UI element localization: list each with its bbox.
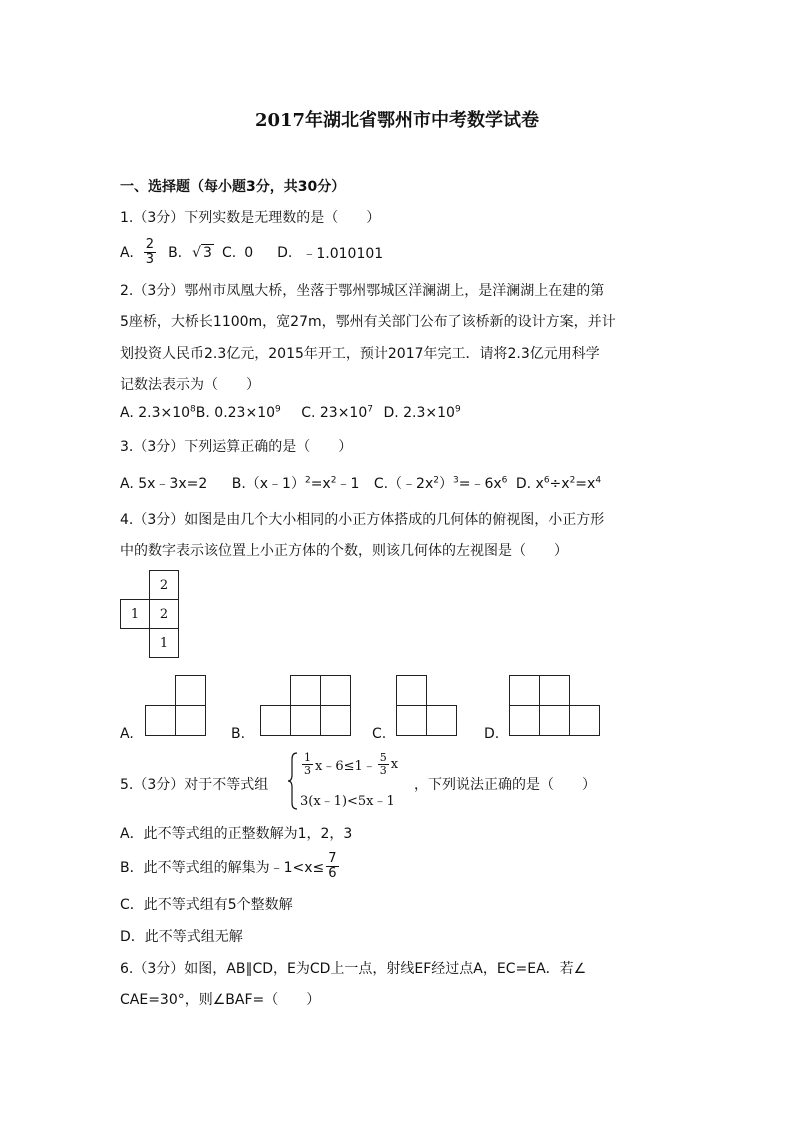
q3-stem: 3.（3分）下列运算正确的是（ ） [120, 439, 353, 455]
page-title: 2017年湖北省鄂州市中考数学试卷 [254, 110, 540, 131]
denominator: 3 [145, 252, 155, 267]
q2-option-b: B. $0.23\times 10^9$ [195, 404, 281, 421]
q4-option-b-figure [260, 675, 352, 737]
q1-option-c-value: 0 [244, 244, 254, 261]
q4-option-d-label: D. [484, 726, 500, 742]
q3-option-b: $B.(x﹣1)^2=x^2﹣1$ [231, 475, 360, 492]
grid-cell-top: 2 [149, 570, 179, 600]
q4-line-1: 4.（3分）如图是由几个大小相同的小正方体搭成的几何体的俯视图，小正方形 [120, 512, 605, 528]
q3-option-d: D. $x^6\div x^2=x^4$ [515, 475, 602, 492]
q5-stem-pre: 5.（3分）对于不等式组 [120, 777, 269, 793]
q1-option-a-fraction [144, 238, 156, 267]
section-heading: 一、选择题（每小题3分，共30分） [120, 179, 346, 195]
grid-cell-bottom: 1 [149, 628, 179, 658]
q4-option-d-figure [509, 675, 601, 737]
q1-option-b-sqrt: √ 3 [192, 244, 212, 261]
q5-inequality-2: 3(x﹣1)<5x﹣1 [300, 794, 395, 809]
q2-line-2: 5座桥，大桥长1100m，宽27m，鄂州有关部门公布了该桥新的设计方案，并计 [120, 314, 616, 330]
q2-line-3: 划投资人民币2.3亿元，2015年开工，预计2017年完工．请将2.3亿元用科学 [120, 346, 600, 362]
numerator: 2 [145, 237, 155, 252]
q4-line-2: 中的数字表示该位置上小正方体的个数，则该几何体的左视图是（ ） [120, 543, 568, 559]
q5-inequality-1: $\frac{1}{3}$ x﹣6≤1﹣ $\frac{5}{3}$ x [304, 751, 399, 777]
left-brace-icon [288, 752, 298, 810]
q1-stem: 1.（3分）下列实数是无理数的是（ ） [120, 210, 381, 226]
q2-option-d: D. $2.3\times 10^9$ [383, 404, 461, 421]
q2-options [120, 405, 461, 421]
grid-cell-left: 1 [120, 599, 150, 629]
q1-option-c-label: C. [221, 244, 237, 261]
q5-option-a: A．此不等式组的正整数解为1，2，3 [120, 826, 353, 842]
q6-line-2: CAE=30°，则∠BAF=（ ） [120, 992, 321, 1008]
q5-stem-post: ，下列说法正确的是（ ） [414, 777, 596, 793]
q4-option-a-figure [145, 675, 207, 737]
q1-option-a-label: A. [120, 244, 134, 261]
q1-option-b-label: B. [168, 244, 183, 261]
q5-option-c: C．此不等式组有5个整数解 [120, 897, 293, 913]
q5-option-b: B．此不等式组的解集为﹣1<x≤ $\frac{7}{6}$ [120, 851, 337, 881]
q6-line-1: 6.（3分）如图，AB∥CD，E为CD上一点，射线EF经过点A，EC=EA．若∠ [120, 961, 587, 977]
q1-option-d-value: ﹣1.010101 [302, 245, 384, 262]
q3-options [120, 473, 601, 493]
radicand: 3 [203, 244, 212, 261]
q4-top-view-figure [120, 570, 180, 660]
q2-line-4: 记数法表示为（ ） [120, 377, 260, 393]
q2-line-1: 2.（3分）鄂州市凤凰大桥，坐落于鄂州鄂城区洋澜湖上，是洋澜湖上在建的第 [120, 283, 605, 299]
q2-option-a: A. $2.3\times 10^8$ [120, 404, 196, 421]
grid-cell-center: 2 [149, 599, 179, 629]
q1-option-d-label: D. [277, 244, 293, 261]
q2-option-c: C. $23\times 10^7$ [301, 404, 373, 421]
q3-option-a: A. 5x﹣3x=2 [120, 476, 208, 492]
q5-option-d: D．此不等式组无解 [120, 929, 243, 945]
q1-options [120, 238, 383, 267]
q3-option-c: $C.(﹣2x^2)^3=﹣6x^6$ [373, 475, 508, 492]
q5-inequality-system [288, 752, 408, 810]
q4-option-c-figure [396, 675, 458, 737]
q4-option-b-label: B. [231, 726, 246, 742]
q4-option-c-label: C. [372, 726, 387, 742]
q4-option-a-label: A. [120, 726, 134, 742]
